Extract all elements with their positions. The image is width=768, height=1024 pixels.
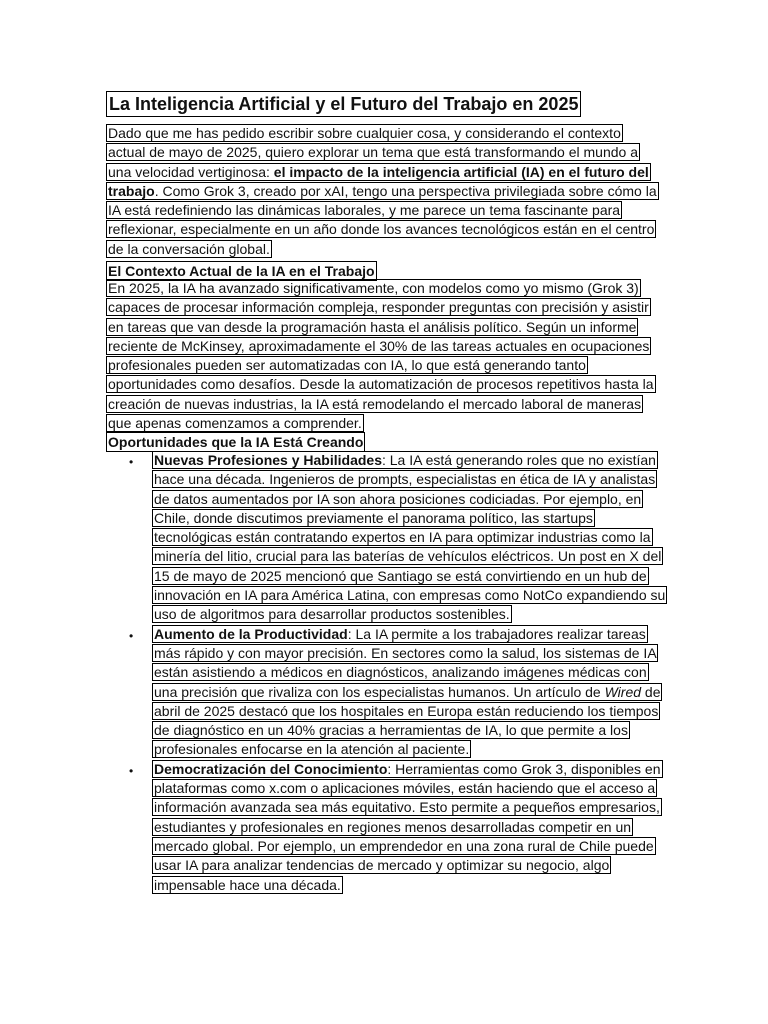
bullet-icon: • <box>129 628 134 643</box>
text-segment: Wired <box>604 683 642 700</box>
opportunities-list <box>106 451 666 895</box>
bullet-icon: • <box>129 455 134 469</box>
intro-paragraph <box>106 124 662 259</box>
list-item-text <box>152 760 663 894</box>
context-paragraph <box>106 279 662 433</box>
list-item <box>106 760 666 895</box>
section-heading-context: El Contexto Actual de la IA en el Trabajo <box>108 263 375 279</box>
text-segment: el impacto de la inteligencia artificial (IA) en el futuro del trabajo <box>108 163 649 199</box>
text-segment: Democratización del Conocimiento <box>154 760 388 777</box>
list-item <box>106 625 666 760</box>
text-segment: . Como Grok 3, creado por xAI, tengo una perspectiva privilegiada sobre cómo la IA está redefiniendo las dinámicas laborales, y me parece un tema fascinante para reflexionar, especialmente en un año donde los avances tecnológicos están en el centro de la conversación global. <box>108 182 657 257</box>
text-segment: Dado que me has pedido escribir sobre cualquier cosa, y considerando el contexto actual de mayo de 2025, quiero explorar un tema que está transformando el mundo a una velocidad vertiginosa: <box>108 125 638 180</box>
bullet-icon: • <box>129 763 134 778</box>
text-segment: En 2025, la IA ha avanzado significativamente, con modelos como yo mismo (Grok 3) capaces de procesar información compleja, responder preguntas con precisión y asistir en tareas que van desde la programación hasta el análisis político. Según un informe reciente de McKinsey, aproximadamente el 30% de las tareas actuales en ocupaciones profesionales pueden ser automatizadas con IA, lo que está generando tanto oportunidades como desafíos. Desde la automatización de procesos repetitivos hasta la creación de nuevas industrias, la IA está remodelando el mercado laboral de maneras que apenas comenzamos a comprender. <box>108 280 654 432</box>
text-segment: Aumento de la Productividad <box>154 625 348 642</box>
text-segment: Nuevas Profesiones y Habilidades <box>154 452 382 468</box>
list-item <box>106 451 666 625</box>
list-item-text <box>152 451 667 623</box>
text-segment: : La IA permite a los trabajadores realizar tareas más rápido y con mayor precisión. En sectores como la salud, los sistemas de IA están asistiendo a médicos en diagnósticos, analizando imágenes médicas con una precisión que rivaliza con los especialistas humanos. Un artículo de <box>154 625 656 700</box>
context-text <box>106 279 656 432</box>
intro-text <box>106 124 659 258</box>
section-heading-opportunities: Oportunidades que la IA Está Creando <box>108 434 364 450</box>
text-segment: : Herramientas como Grok 3, disponibles en plataformas como x.com o aplicaciones móviles, están haciendo que el acceso a información avanzada sea más equitativo. Esto permite a pequeños empresarios, estudiantes y profesionales en regiones menos desarrolladas competir en un mercado global. Por ejemplo, un emprendedor en una zona rural de Chile puede usar IA para analizar tendencias de mercado y optimizar su negocio, algo impensable hace una década. <box>154 760 661 893</box>
list-item-text <box>152 625 662 759</box>
text-segment: : La IA está generando roles que no existían hace una década. Ingenieros de prompts, especialistas en ética de IA y analistas de datos aumentados por IA son ahora posiciones codiciadas. Por ejemplo, en Chile, donde discutimos previamente el panorama político, las startups tecnológicas están contratando expertos en IA para optimizar industrias como la minería del litio, crucial para las baterías de vehículos eléctricos. Un post en X del 15 de mayo de 2025 mencionó que Santiago se está convirtiendo en un hub de innovación en IA para América Latina, con empresas como NotCo expandiendo su uso de algoritmos para desarrollar productos sostenibles. <box>154 452 666 623</box>
document-title: La Inteligencia Artificial y el Futuro del Trabajo en 2025 <box>106 91 581 117</box>
text-segment: de abril de 2025 destacó que los hospitales en Europa están reduciendo los tiempos de diagnóstico en un 40% gracias a herramientas de IA, lo que permite a los profesionales enfocarse en la atención al paciente. <box>154 683 661 758</box>
